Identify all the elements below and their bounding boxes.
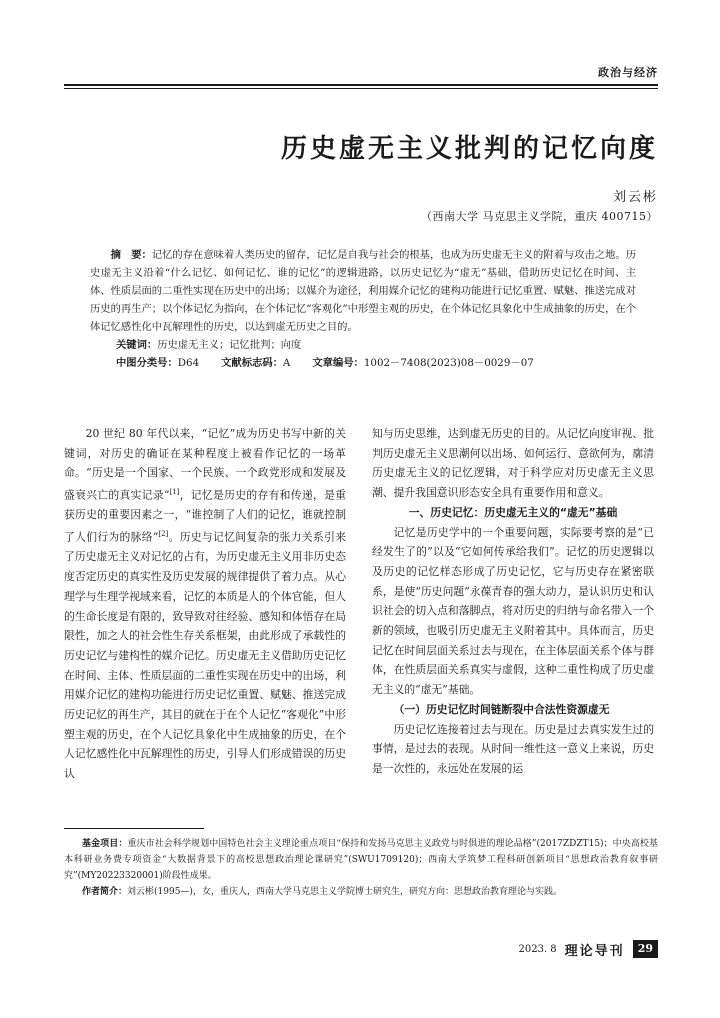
journal-name: 理论导刊 [564,943,625,959]
body-paragraph: 知与历史思维，达到虚无历史的目的。从记忆向度审视、批判历史虚无主义思潮何以出场、如何运行、意欲何为，廓清历史虚无主义的记忆逻辑，对于科学应对历史虚无主义思潮、提升我国意识形态安全具有重要作用和意义。 [372,427,654,500]
citation-ref[interactable]: [2] [158,530,169,539]
page-number: 29 [633,940,658,958]
author-note [64,884,658,900]
fund-text: 重庆市社会科学规划中国特色社会主义理论重点项目“保持和发扬马克思主义政党与时俱进的理论品格”(2017ZDZT15)；中央高校基本科研业务费专项资金“大数据背景下的高校思想政治理论课研究”(SWU1709120)；西南大学筑梦工程科研创新项目“思想政治教育叙事研究”(MY20223320001)阶段性成果。 [64,839,658,881]
body-paragraph [64,424,346,784]
author-note-label: 作者简介： [82,887,128,897]
author-name: 刘云彬 [612,190,658,205]
subsection-heading [372,700,654,720]
author-affiliation: （西南大学 马克思主义学院，重庆 400715） [421,210,658,223]
subsection-heading-text: （一）历史记忆时间链断裂中合法性资源虚无 [393,702,610,716]
header-rule-thin [64,88,658,89]
body-paragraph: 记忆是历史学中的一个重要问题，实际要考察的是“已经发生了的”以及“它如何传承给我们”。记忆的历史逻辑以及历史的记忆样态形成了历史记忆，它与历史存在紧密联系，是使“历史问题”永葆青春的强大动力，是认识历史和认识社会的切入点和落脚点，将对历史的归纳与命名带入一个新的领域，也吸引历史虚无主义附着其中。具体而言，历史记忆在时间层面关系过去与现在，在主体层面关系个体与群体，在性质层面关系真实与虚假，这种二重性构成了历史虚无主义的“虚无”基础。 [372,525,654,697]
article-title: 历史虚无主义批判的记忆向度 [280,134,658,164]
page-footer [519,940,659,958]
footnote-rule [64,828,204,829]
fund-note [64,836,658,884]
clc-value: D64 [177,357,200,369]
footnotes [64,836,658,900]
section-label: 政治与经济 [598,66,658,79]
body-column-left [64,424,346,784]
keywords-line [90,336,636,354]
doc-code-label: 文献标志码： [221,357,283,369]
abstract-paragraph [90,246,636,336]
article-no-value: 1002－7408(2023)08－0029－07 [363,357,534,369]
abstract-label: 摘 要： [110,249,152,261]
citation-ref[interactable]: [1] [169,488,180,497]
article-no-label: 文章编号： [312,357,364,369]
body-text: 20 世纪 80 年代以来，“记忆”成为历史书写中新的关键词，对历史的确证在某种程度上被看作记忆的一场革命。“历史是一个国家、一个民族、一个政党形成和发展及盛衰兴亡的真实记录” [64,427,346,502]
keywords-text: 历史虚无主义；记忆批判；向度 [157,339,302,351]
issue-date: 2023. 8 [518,943,557,955]
body-column-right [372,424,654,779]
body-text: 。历史与记忆间复杂的张力关系引来了历史虚无主义对记忆的占有，为历史虚无主义用非历史态度否定历史的真实性及历史发展的规律提供了着力点。从心理学与生理学视域来看，记忆的本质是人的个体官能，但人的生命长度是有限的，致导致对往经验、感知和体悟存在局限性，加之人的社会性生存关系框架，由此形成了承载性的历史记忆与建构性的媒介记忆。历史虚无主义借助历史记忆在时间、主体、性质层面的二重性实现在历史中的出场，利用媒介记忆的建构功能进行历史记忆重置、赋魅、推送完成历史记忆的再生产，其目的就在于在个人记忆“客观化”中形塑主观的历史，在个人记忆具象化中生成抽象的历史，在个人记忆感性化中瓦解理性的历史，引导人们形成错误的历史认 [64,530,346,781]
section-heading: 一、历史记忆：历史虚无主义的“虚无”基础 [408,505,618,519]
classification-line [90,354,636,372]
abstract-block [90,246,636,372]
keywords-label: 关键词： [116,339,158,351]
body-paragraph: 历史记忆连接着过去与现在。历史是过去真实发生过的事情，是过去的表现。从时间一维性这一意义上来说，历史是一次性的，永远处在发展的运 [372,722,654,775]
body-text: ，记忆是历史的存有和传递，是重获历史的重要因素之一，“谁控制了人们的记忆，谁就控制了人们行为的脉络” [64,488,346,544]
header-rule [64,84,658,86]
fund-label: 基金项目： [82,839,128,849]
doc-code-value: A [282,357,291,369]
abstract-text: 记忆的存在意味着人类历史的留存，记忆是自我与社会的根基，也成为历史虚无主义的附着与攻击之地。历史虚无主义沿着“什么记忆、如何记忆、谁的记忆”的逻辑进路，以历史记忆为“虚无”基础，借助历史记忆在时间、主体、性质层面的二重性实现在历史中的出场；以媒介为途径，利用媒介记忆的建构功能进行记忆重置、赋魅、推送完成对历史的再生产；以个体记忆为指向，在个体记忆“客观化”中形塑主观的历史，在个体记忆具象化中生成抽象的历史，在个体记忆感性化中瓦解理性的历史，以达到虚无历史之目的。 [90,249,637,333]
author-note-text: 刘云彬(1995—)，女，重庆人，西南大学马克思主义学院博士研究生，研究方向：思想政治教育理论与实践。 [127,887,562,897]
clc-label: 中图分类号： [116,357,178,369]
